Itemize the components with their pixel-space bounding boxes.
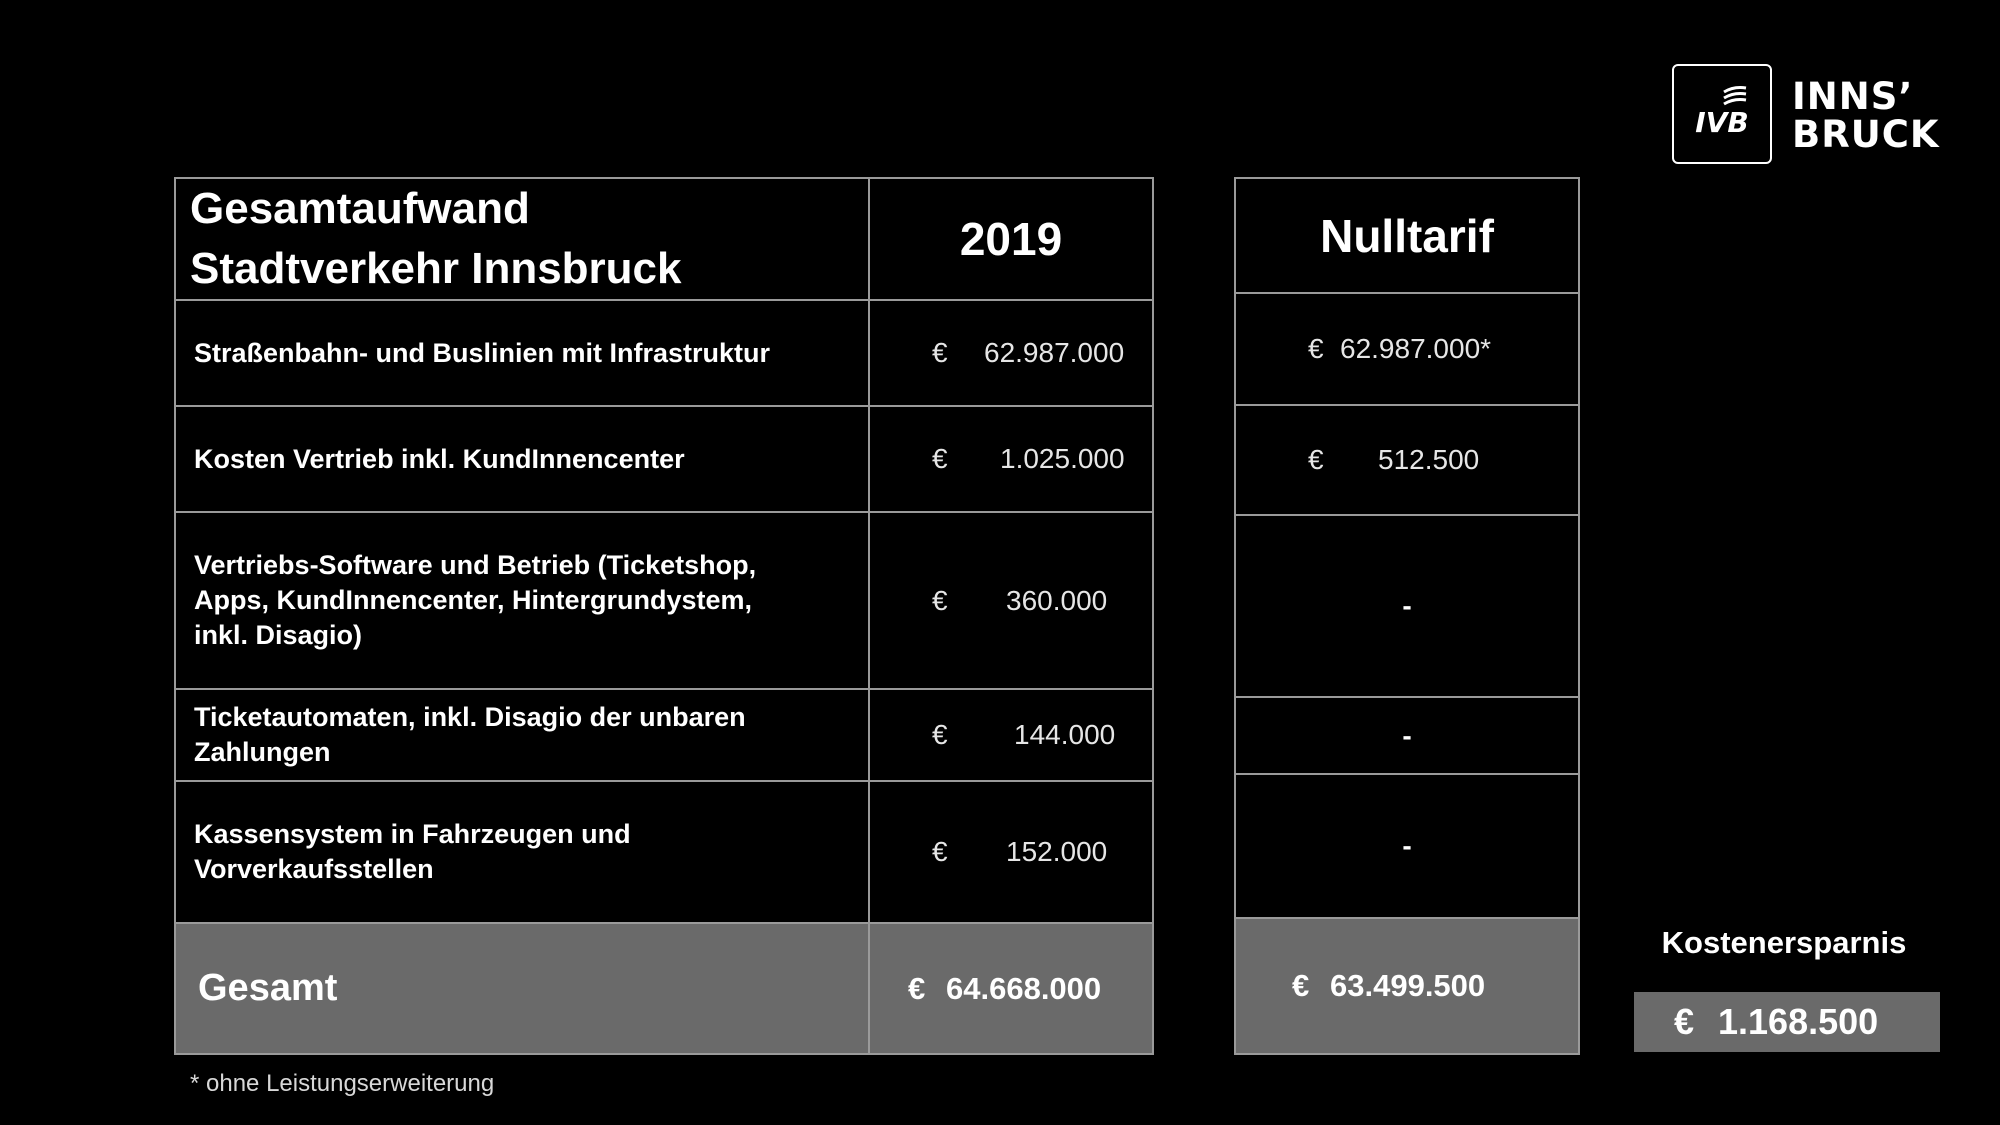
row-value-2019 xyxy=(869,300,1153,406)
amount: 360.000 xyxy=(1006,584,1108,616)
amount: 1.168.500 xyxy=(1718,1001,1879,1042)
amount: 144.000 xyxy=(1014,719,1116,750)
savings-label: Kostenersparnis xyxy=(1661,925,1907,960)
total-row xyxy=(175,923,1153,1054)
amount: 512.500 xyxy=(1378,444,1480,475)
amount: 62.987.000 xyxy=(984,337,1125,368)
amount: 152.000 xyxy=(1006,836,1108,867)
table-row xyxy=(175,512,1153,689)
currency-symbol: € xyxy=(932,584,948,616)
table-row xyxy=(175,406,1153,512)
wordmark-line-1: INNS’ xyxy=(1792,75,1914,118)
wordmark-line-2: BRUCK xyxy=(1792,113,1940,156)
currency-symbol: € xyxy=(932,443,948,474)
currency-symbol: € xyxy=(932,719,948,750)
row-label: Ticketautomaten, inkl. Disagio der unbaren Zahlungen xyxy=(175,689,869,781)
amount: 62.987.000* xyxy=(1340,333,1492,364)
currency-symbol: € xyxy=(932,836,948,867)
table-row xyxy=(175,781,1153,923)
table-row xyxy=(1235,293,1579,405)
innsbruck-wordmark xyxy=(1792,75,1940,156)
currency-symbol: € xyxy=(932,337,948,368)
footnote: * ohne Leistungserweiterung xyxy=(190,1070,495,1097)
nulltarif-value xyxy=(1235,405,1579,515)
table-row xyxy=(1235,515,1579,697)
total-label: Gesamt xyxy=(175,923,869,1054)
row-value-2019 xyxy=(869,512,1153,689)
ivb-logo-icon xyxy=(1674,66,1770,162)
currency-symbol: € xyxy=(1674,1001,1695,1042)
row-label: Vertriebs-Software und Betrieb (Ticketshop, Apps, KundInnencenter, Hintergrundystem, inkl. Disagio) xyxy=(175,512,869,689)
year-header: 2019 xyxy=(869,178,1153,300)
row-label: Straßenbahn- und Buslinien mit Infrastruktur xyxy=(175,300,869,406)
ivb-logo-mark xyxy=(1672,64,1772,164)
nulltarif-value xyxy=(1235,515,1579,697)
table-title xyxy=(175,178,869,300)
table-row xyxy=(1235,405,1579,515)
nulltarif-value xyxy=(1235,293,1579,405)
row-label: Kosten Vertrieb inkl. KundInnencenter xyxy=(175,406,869,512)
currency-symbol: € xyxy=(1308,333,1324,364)
row-value-2019 xyxy=(869,406,1153,512)
table-header-row xyxy=(175,178,1153,300)
nulltarif-header-row xyxy=(1235,178,1579,293)
amount: 64.668.000 xyxy=(946,970,1102,1006)
table-row xyxy=(175,689,1153,781)
table-row xyxy=(175,300,1153,406)
currency-symbol: € xyxy=(1292,968,1310,1003)
row-label: Kassensystem in Fahrzeugen und Vorverkaufsstellen xyxy=(175,781,869,923)
amount: - xyxy=(1402,830,1412,861)
amount: - xyxy=(1402,590,1412,621)
row-value-2019 xyxy=(869,781,1153,923)
table-row xyxy=(1235,697,1579,774)
total-row xyxy=(1235,918,1579,1054)
row-value-2019 xyxy=(869,689,1153,781)
cost-table-2019 xyxy=(174,177,1154,1055)
table-title-line-2: Stadtverkehr Innsbruck xyxy=(190,244,682,293)
nulltarif-table xyxy=(1234,177,1580,1055)
currency-symbol: € xyxy=(1308,444,1324,475)
nulltarif-value xyxy=(1235,774,1579,918)
currency-symbol: € xyxy=(908,970,926,1006)
amount: - xyxy=(1402,719,1412,751)
amount: 1.025.000 xyxy=(1000,443,1125,474)
table-title-line-1: Gesamtaufwand xyxy=(190,184,530,233)
table-row xyxy=(1235,774,1579,918)
nulltarif-header: Nulltarif xyxy=(1235,178,1579,293)
nulltarif-total-value xyxy=(1235,918,1579,1054)
amount: 63.499.500 xyxy=(1330,968,1486,1003)
ivb-logo-text: IVB xyxy=(1695,106,1749,139)
total-value-2019 xyxy=(869,923,1153,1054)
nulltarif-value xyxy=(1235,697,1579,774)
savings-value xyxy=(1634,992,1940,1052)
